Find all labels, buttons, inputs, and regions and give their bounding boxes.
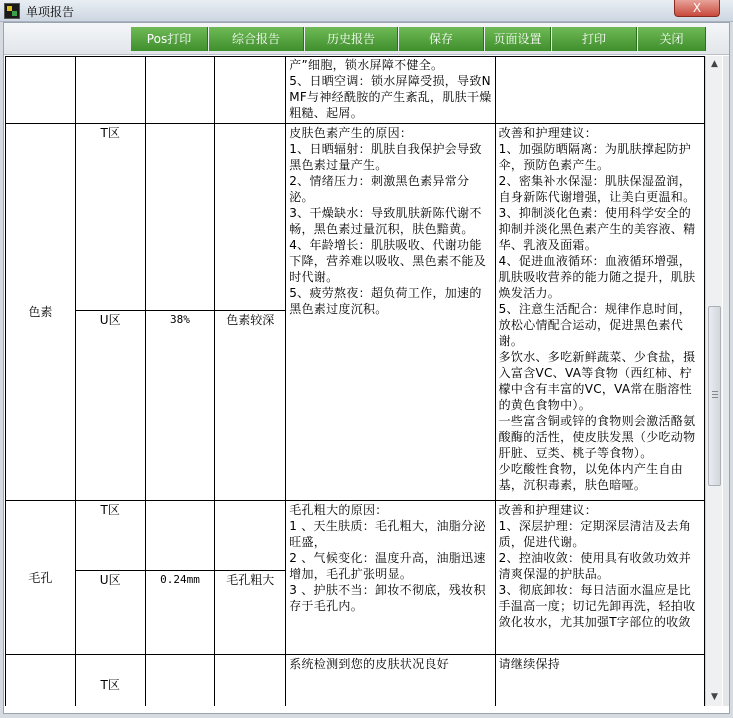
app-icon — [4, 3, 20, 19]
zone-value: 0.24mm — [145, 571, 215, 655]
zone-level: 毛孔粗大 — [215, 571, 286, 655]
save-button[interactable]: 保存 — [399, 27, 484, 51]
toolbar — [4, 23, 729, 55]
causes-cell: 毛孔粗大的原因： 1 、天生肤质：毛孔粗大，油脂分泌旺盛， 2 、气候变化：温度升高，油脂迅速增加，毛孔扩张明显。 3 、护肤不当：卸妆不彻底，残妆积存于毛孔内。 — [286, 501, 495, 655]
zone-label: T区 — [75, 124, 145, 311]
report-table — [5, 56, 705, 706]
advice-cell: 改善和护理建议： 1、加强防晒隔离：为肌肤撑起防护伞，预防色素产生。 2、密集补水保湿：肌肤保湿盈润，自身新陈代谢增强，让美白更温和。 3、抑制淡化色素：使用科学安全的抑制并淡化黑色素产生的美容液、精华、乳液及面霜。 4、促进血液循环：血液循环增强，肌肤吸收营养的能力随之提升，肌肤焕发活力。 5、注意生活配合：规律作息时间，放松心情配合运动，促进黑色素代谢。 多饮水、多吃新鲜蔬菜、少食盐，摄入富含VC、VA等食物（西红柿、柠檬中含有丰富的VC，VA常在脂溶性的黄色食物中）。 一些富含铜或锌的食物则会激活酪氨酸酶的活性，使皮肤发黑（少吃动物肝脏、豆类、桃子等食物）。 少吃酸性食物，以免体内产生自由基，沉积毒素，肤色暗哑。 — [495, 124, 704, 501]
zone-value: 38% — [145, 311, 215, 501]
zone-label: T区 — [75, 501, 145, 571]
zone-level — [215, 501, 286, 571]
table-row — [6, 501, 705, 571]
category-label — [6, 655, 76, 707]
zone-value — [145, 655, 215, 707]
zone-label: U区 — [75, 571, 145, 655]
table-row — [6, 124, 705, 311]
table-row — [6, 655, 705, 707]
advice-cell: 改善和护理建议： 1、深层护理：定期深层清洁及去角质，促进代谢。 2、控油收敛：使用具有收敛功效并清爽保湿的护肤品。 3、彻底卸妆：每日洁面水温应是比手温高一度；切记先卸再洗，轻拍收敛化妆水，尤其加强T字部位的收敛 — [495, 501, 704, 655]
causes-cell: 皮肤色素产生的原因： 1、日晒辐射：肌肤自我保护会导致黑色素过量产生。 2、情绪压力：刺激黑色素异常分泌。 3、干燥缺水：导致肌肤新陈代谢不畅，黑色素过量沉积，肤色黯黄。 4、年龄增长：肌肤吸收、代谢功能下降，营养难以吸收、黑色素不能及时代谢。 5、疲劳熬夜：超负荷工作，加速的黑色素过度沉积。 — [286, 124, 495, 501]
category-label: 色素 — [6, 124, 76, 501]
table-row — [6, 57, 705, 124]
zone-value — [145, 124, 215, 311]
print-button[interactable]: 打印 — [552, 27, 637, 51]
history-report-button[interactable]: 历史报告 — [305, 27, 398, 51]
zone-value — [145, 501, 215, 571]
zone-level — [215, 124, 286, 311]
causes-cell: 系统检测到您的皮肤状况良好 — [286, 655, 495, 707]
window-border — [723, 56, 729, 706]
report-content[interactable] — [5, 56, 705, 706]
zone-level — [215, 655, 286, 707]
title-bar — [0, 0, 733, 22]
window-title: 单项报告 — [26, 5, 75, 19]
window-close-button[interactable]: X — [674, 0, 720, 17]
zone-label: U区 — [75, 311, 145, 501]
zone-label — [75, 655, 145, 707]
scroll-up-icon[interactable]: ▲ — [711, 59, 718, 69]
scroll-down-icon[interactable]: ▼ — [711, 692, 718, 702]
category-label: 毛孔 — [6, 501, 76, 655]
page-setup-button[interactable]: 页面设置 — [485, 27, 551, 51]
grip-icon — [712, 391, 718, 398]
zone-label-text: T区 — [100, 677, 120, 692]
scroll-thumb[interactable] — [708, 306, 721, 486]
close-button[interactable]: 关闭 — [638, 27, 706, 51]
pos-print-button[interactable]: Pos打印 — [131, 27, 208, 51]
advice-cell: 请继续保持 — [495, 655, 704, 707]
summary-report-button[interactable]: 综合报告 — [209, 27, 304, 51]
zone-level: 色素较深 — [215, 311, 286, 501]
causes-cell: 产”细胞，锁水屏障不健全。 5、日晒空调：锁水屏障受损，导致NMF与神经酰胺的产生紊乱，肌肤干燥粗糙、起屑。 — [286, 57, 495, 124]
vertical-scrollbar[interactable] — [705, 56, 722, 706]
